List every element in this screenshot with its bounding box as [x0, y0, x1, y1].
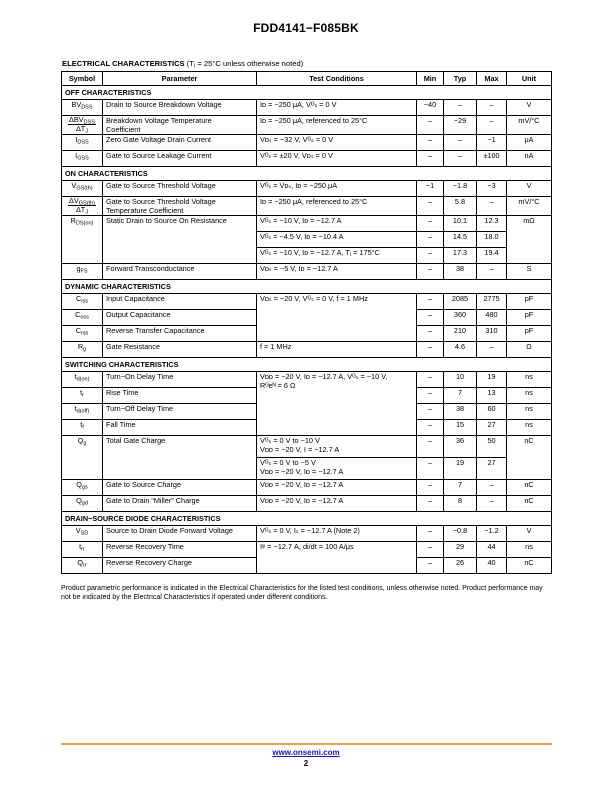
min-cell: −1 — [417, 181, 444, 197]
max-cell: 13 — [477, 388, 507, 404]
unit-cell: nA — [507, 151, 552, 167]
max-cell: ±100 — [477, 151, 507, 167]
max-cell: – — [477, 342, 507, 358]
max-cell: −1.2 — [477, 526, 507, 542]
cond-line: Rᴳᴇᴺ = 6 Ω — [260, 381, 296, 390]
cond-cell — [257, 458, 417, 480]
header-unit: Unit — [507, 72, 552, 86]
symbol-cell: $C_{oss}$ — [62, 310, 103, 326]
cond-cell: Iᴅ = −250 μA, referenced to 25°C — [257, 197, 417, 216]
table-row — [62, 542, 552, 558]
group-switching-title: SWITCHING CHARACTERISTICS — [62, 358, 552, 372]
symbol-cell: $BV_{DSS}$ — [62, 100, 103, 116]
typ-cell: – — [444, 100, 477, 116]
param-cell: Total Gate Charge — [103, 436, 257, 480]
cond-line: Vᴅᴅ = −20 V, I = −12.7 A — [260, 445, 340, 454]
min-cell: – — [417, 436, 444, 458]
typ-cell: 10.1 — [444, 216, 477, 232]
cond-cell: Vᴅᴅ = −20 V, Iᴅ = −12.7 A — [257, 496, 417, 512]
cond-cell: Vᴳₛ = Vᴅₛ, Iᴅ = −250 μA — [257, 181, 417, 197]
param-cell: Turn−Off Delay Time — [103, 404, 257, 420]
cond-cell: Iᵠ = −12.7 A, di/dt = 100 A/μs — [257, 542, 417, 574]
min-cell: – — [417, 294, 444, 310]
symbol-cell: $t_r$ — [62, 388, 103, 404]
param-cell: Gate to Source Threshold Voltage — [103, 181, 257, 197]
unit-cell: ns — [507, 404, 552, 420]
max-cell: 60 — [477, 404, 507, 420]
max-cell: 18.0 — [477, 232, 507, 248]
unit-cell: nC — [507, 436, 552, 480]
min-cell: – — [417, 151, 444, 167]
unit-cell: ns — [507, 542, 552, 558]
symbol-cell: $R_g$ — [62, 342, 103, 358]
param-cell: Reverse Transfer Capacitance — [103, 326, 257, 342]
typ-cell: – — [444, 151, 477, 167]
group-row — [62, 358, 552, 372]
cond-line: Vᴅᴅ = −20 V, Iᴅ = −12.7 A, Vᴳₛ = −10 V, — [260, 372, 388, 381]
cond-cell: Vᴳₛ = 0 V, Iₛ = −12.7 A (Note 2) — [257, 526, 417, 542]
param-cell — [103, 197, 257, 216]
header-max: Max — [477, 72, 507, 86]
max-cell: 40 — [477, 558, 507, 574]
symbol-cell: $I_{DSS}$ — [62, 135, 103, 151]
min-cell: – — [417, 216, 444, 232]
min-cell: – — [417, 496, 444, 512]
unit-cell: mΩ — [507, 216, 552, 264]
cond-cell: Vᴳₛ = ±20 V, Vᴅₛ = 0 V — [257, 151, 417, 167]
param-cell: Gate Resistance — [103, 342, 257, 358]
group-row — [62, 167, 552, 181]
table-row — [62, 496, 552, 512]
unit-cell: nC — [507, 558, 552, 574]
param-cell: Gate to Source Leakage Current — [103, 151, 257, 167]
group-row — [62, 280, 552, 294]
symbol-cell: $I_{GSS}$ — [62, 151, 103, 167]
table-row — [62, 197, 552, 216]
param-cell: Gate to Source Charge — [103, 480, 257, 496]
param-cell: Reverse Recovery Charge — [103, 558, 257, 574]
cond-line: Vᴳₛ = 0 V to −10 V — [260, 436, 320, 445]
min-cell: – — [417, 388, 444, 404]
symbol-cell: $Q_{gs}$ — [62, 480, 103, 496]
unit-cell: pF — [507, 310, 552, 326]
symbol-cell: $t_{rr}$ — [62, 542, 103, 558]
min-cell: – — [417, 558, 444, 574]
typ-cell: 7 — [444, 388, 477, 404]
cond-cell: Vᴅₛ = −32 V, Vᴳₛ = 0 V — [257, 135, 417, 151]
typ-cell: −0.8 — [444, 526, 477, 542]
param-cell — [103, 116, 257, 135]
cond-cell: f = 1 MHz — [257, 342, 417, 358]
symbol-cell: $Q_{gd}$ — [62, 496, 103, 512]
document-title: FDD4141−F085BK — [253, 21, 359, 35]
typ-cell: 36 — [444, 436, 477, 458]
param-cell: Turn−On Delay Time — [103, 372, 257, 388]
cond-cell: Vᴳₛ = −4.5 V, Iᴅ = −10.4 A — [257, 232, 417, 248]
unit-cell: V — [507, 181, 552, 197]
cond-cell — [257, 372, 417, 436]
typ-cell: 38 — [444, 404, 477, 420]
header-symbol: Symbol — [62, 72, 103, 86]
max-cell: – — [477, 100, 507, 116]
table-header-row — [62, 72, 552, 86]
min-cell: – — [417, 458, 444, 480]
max-cell: −1 — [477, 135, 507, 151]
cond-line: Vᴳₛ = 0 V to −5 V — [260, 458, 316, 467]
param-line: Gate to Source Threshold Voltage — [106, 197, 216, 206]
table-row — [62, 116, 552, 135]
max-cell: 2775 — [477, 294, 507, 310]
typ-cell: 17.3 — [444, 248, 477, 264]
min-cell: – — [417, 310, 444, 326]
section-title-condition: (Tⱼ = 25°C unless otherwise noted) — [186, 59, 304, 68]
param-line: Coefficient — [106, 125, 141, 134]
typ-cell: – — [444, 135, 477, 151]
unit-cell: V — [507, 526, 552, 542]
cond-cell: Vᴅᴅ = −20 V, Iᴅ = −12.7 A — [257, 480, 417, 496]
max-cell: – — [477, 116, 507, 135]
group-diode-title: DRAIN−SOURCE DIODE CHARACTERISTICS — [62, 512, 552, 526]
typ-cell: 19 — [444, 458, 477, 480]
cond-cell: Iᴅ = −250 μA, Vᴳₛ = 0 V — [257, 100, 417, 116]
typ-cell: 360 — [444, 310, 477, 326]
symbol-cell: $t_f$ — [62, 420, 103, 436]
group-row — [62, 512, 552, 526]
param-cell: Forward Transconductance — [103, 264, 257, 280]
symbol-cell: $V_{SD}$ — [62, 526, 103, 542]
max-cell: – — [477, 480, 507, 496]
min-cell: – — [417, 264, 444, 280]
group-dynamic-title: DYNAMIC CHARACTERISTICS — [62, 280, 552, 294]
group-on-title: ON CHARACTERISTICS — [62, 167, 552, 181]
table-row — [62, 372, 552, 388]
unit-cell: mV/°C — [507, 116, 552, 135]
header-typ: Typ — [444, 72, 477, 86]
group-row — [62, 86, 552, 100]
unit-cell: ns — [507, 388, 552, 404]
max-cell: 19.4 — [477, 248, 507, 264]
header-test-conditions: Test Conditions — [257, 72, 417, 86]
unit-cell: S — [507, 264, 552, 280]
unit-cell: ns — [507, 420, 552, 436]
unit-cell: pF — [507, 326, 552, 342]
group-off-title: OFF CHARACTERISTICS — [62, 86, 552, 100]
min-cell: −40 — [417, 100, 444, 116]
cond-line: Vᴅᴅ = −20 V, Iᴅ = −12.7 A — [260, 467, 344, 476]
typ-cell: 10 — [444, 372, 477, 388]
footer-divider — [61, 743, 552, 745]
unit-cell: Ω — [507, 342, 552, 358]
table-row — [62, 181, 552, 197]
page-number: 2 — [303, 759, 309, 768]
typ-cell: 2085 — [444, 294, 477, 310]
symbol-cell: $\frac{\Delta BV_{DSS}}{\Delta T_J}$ — [62, 116, 103, 135]
table-row — [62, 100, 552, 116]
min-cell: – — [417, 116, 444, 135]
cond-cell — [257, 436, 417, 458]
section-title — [62, 59, 303, 68]
symbol-cell: $R_{DS(on)}$ — [62, 216, 103, 264]
typ-cell: −1.8 — [444, 181, 477, 197]
unit-cell: nC — [507, 496, 552, 512]
param-cell: Output Capacitance — [103, 310, 257, 326]
min-cell: – — [417, 542, 444, 558]
typ-cell: 29 — [444, 542, 477, 558]
param-cell: Reverse Recovery Time — [103, 542, 257, 558]
cond-cell: Vᴅₛ = −20 V, Vᴳₛ = 0 V, f = 1 MHz — [257, 294, 417, 342]
header-min: Min — [417, 72, 444, 86]
param-line: Breakdown Voltage Temperature — [106, 116, 212, 125]
cond-cell: Iᴅ = −250 μA, referenced to 25°C — [257, 116, 417, 135]
table-row — [62, 151, 552, 167]
typ-cell: 210 — [444, 326, 477, 342]
max-cell: 27 — [477, 420, 507, 436]
symbol-cell: $V_{GS(th)}$ — [62, 181, 103, 197]
param-cell: Zero Gate Voltage Drain Current — [103, 135, 257, 151]
typ-cell: 5.8 — [444, 197, 477, 216]
max-cell: 27 — [477, 458, 507, 480]
unit-cell: mV/°C — [507, 197, 552, 216]
max-cell: 50 — [477, 436, 507, 458]
min-cell: – — [417, 197, 444, 216]
typ-cell: 38 — [444, 264, 477, 280]
table-row — [62, 480, 552, 496]
max-cell: 480 — [477, 310, 507, 326]
section-title-text: ELECTRICAL CHARACTERISTICS — [62, 59, 185, 68]
unit-cell: ns — [507, 372, 552, 388]
symbol-cell: $g_{FS}$ — [62, 264, 103, 280]
electrical-characteristics-table — [61, 71, 552, 574]
symbol-cell: $C_{iss}$ — [62, 294, 103, 310]
typ-cell: 26 — [444, 558, 477, 574]
max-cell: – — [477, 197, 507, 216]
table-row — [62, 526, 552, 542]
max-cell: – — [477, 264, 507, 280]
min-cell: – — [417, 404, 444, 420]
table-row — [62, 135, 552, 151]
cond-cell: Vᴅₛ = −5 V, Iᴅ = −12.7 A — [257, 264, 417, 280]
param-cell: Static Drain to Source On Resistance — [103, 216, 257, 264]
typ-cell: 7 — [444, 480, 477, 496]
typ-cell: 4.6 — [444, 342, 477, 358]
max-cell: 44 — [477, 542, 507, 558]
min-cell: – — [417, 372, 444, 388]
min-cell: – — [417, 248, 444, 264]
min-cell: – — [417, 526, 444, 542]
unit-cell: nC — [507, 480, 552, 496]
cond-cell: Vᴳₛ = −10 V, Iᴅ = −12.7 A — [257, 216, 417, 232]
min-cell: – — [417, 420, 444, 436]
footnote: Product parametric performance is indicated in the Electrical Characteristics for the listed test conditions, unless otherwise noted. Product performance may not be indicated by the Electrical Characteristics if operated under different conditions. — [61, 585, 543, 601]
max-cell: 12.3 — [477, 216, 507, 232]
table-row — [62, 436, 552, 458]
cond-cell: Vᴳₛ = −10 V, Iᴅ = −12.7 A, Tⱼ = 175°C — [257, 248, 417, 264]
typ-cell: 8 — [444, 496, 477, 512]
symbol-cell: $C_{rss}$ — [62, 326, 103, 342]
unit-cell: V — [507, 100, 552, 116]
max-cell: – — [477, 496, 507, 512]
param-cell: Input Capacitance — [103, 294, 257, 310]
param-cell: Drain to Source Breakdown Voltage — [103, 100, 257, 116]
symbol-cell: $Q_g$ — [62, 436, 103, 480]
min-cell: – — [417, 480, 444, 496]
website-link[interactable]: www.onsemi.com — [272, 748, 340, 757]
min-cell: – — [417, 135, 444, 151]
symbol-cell: $\frac{\Delta V_{GS(th)}}{\Delta T_J}$ — [62, 197, 103, 216]
typ-cell: 15 — [444, 420, 477, 436]
symbol-cell: $Q_{rr}$ — [62, 558, 103, 574]
typ-cell: 14.5 — [444, 232, 477, 248]
max-cell: 19 — [477, 372, 507, 388]
param-cell: Fall Time — [103, 420, 257, 436]
table-row — [62, 264, 552, 280]
table-row — [62, 294, 552, 310]
unit-cell: μA — [507, 135, 552, 151]
symbol-cell: $t_{d(on)}$ — [62, 372, 103, 388]
param-cell: Gate to Drain “Miller” Charge — [103, 496, 257, 512]
min-cell: – — [417, 326, 444, 342]
param-cell: Source to Drain Diode Forward Voltage — [103, 526, 257, 542]
min-cell: – — [417, 232, 444, 248]
unit-cell: pF — [507, 294, 552, 310]
min-cell: – — [417, 342, 444, 358]
param-cell: Rise Time — [103, 388, 257, 404]
param-line: Temperature Coefficient — [106, 206, 184, 215]
table-row — [62, 342, 552, 358]
symbol-cell: $t_{d(off)}$ — [62, 404, 103, 420]
table-row — [62, 216, 552, 232]
typ-cell: −29 — [444, 116, 477, 135]
header-parameter: Parameter — [103, 72, 257, 86]
max-cell: 310 — [477, 326, 507, 342]
max-cell: −3 — [477, 181, 507, 197]
